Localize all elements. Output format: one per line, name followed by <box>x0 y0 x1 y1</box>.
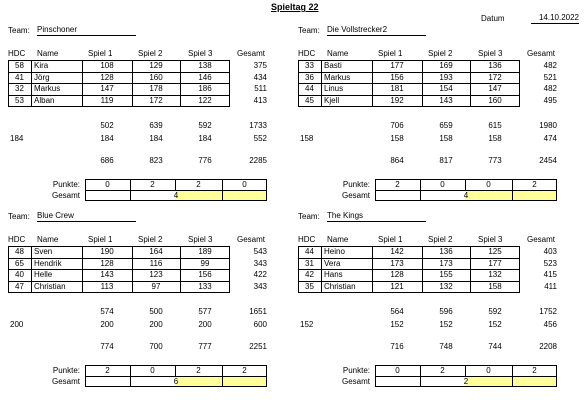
player-name: Vera <box>324 258 341 268</box>
player-spiel3: 158 <box>488 281 502 291</box>
gesamt-label: Gesamt <box>341 377 370 386</box>
hdc-row-spiel3: 158 <box>488 134 502 143</box>
player-spiel1: 119 <box>100 95 114 105</box>
player-spiel2: 169 <box>439 61 453 70</box>
sum-row-spiel2: 500 <box>149 307 163 316</box>
header-name: Name <box>37 235 59 244</box>
player-hdc: 48 <box>15 247 24 256</box>
punkte-value: 0 <box>395 366 400 375</box>
sum-row-spiel2: 639 <box>149 121 163 130</box>
hdc-total: 158 <box>300 134 314 143</box>
player-name: Christian <box>324 281 356 291</box>
header-gesamt: Gesamt <box>527 235 556 244</box>
header-name: Name <box>327 235 349 244</box>
sum-row-total: 1651 <box>249 307 267 316</box>
final-row-total: 2454 <box>539 156 557 165</box>
player-hdc: 31 <box>305 258 314 268</box>
player-spiel1: 190 <box>100 247 114 256</box>
hdc-row-total: 456 <box>543 320 557 329</box>
player-name: Helle <box>34 270 53 279</box>
player-spiel2: 178 <box>149 84 163 93</box>
final-row-spiel1: 686 <box>100 156 114 165</box>
player-hdc: 45 <box>305 95 314 105</box>
header-gesamt: Gesamt <box>527 49 556 58</box>
sum-row-total: 1733 <box>249 121 267 130</box>
player-name: Heino <box>324 247 345 256</box>
player-total: 511 <box>254 84 267 93</box>
header-hdc: HDC <box>8 235 26 244</box>
player-spiel1: 181 <box>390 84 404 93</box>
player-total: 411 <box>544 281 557 291</box>
gesamt-label: Gesamt <box>341 191 370 200</box>
player-total: 422 <box>253 270 267 279</box>
player-spiel2: 155 <box>439 270 453 279</box>
player-spiel2: 116 <box>149 258 163 268</box>
player-total: 375 <box>253 61 267 70</box>
header-spiel2: Spiel 2 <box>428 235 453 244</box>
header-spiel3: Spiel 3 <box>188 235 213 244</box>
player-spiel3: 136 <box>488 61 502 70</box>
gesamt-col-divider <box>222 376 223 387</box>
gesamt-points: 4 <box>173 191 179 200</box>
final-row-spiel2: 817 <box>439 156 453 165</box>
final-row-spiel2: 823 <box>149 156 163 165</box>
punkte-value: 0 <box>242 180 247 189</box>
hdc-row-spiel2: 152 <box>439 320 453 329</box>
player-spiel1: 142 <box>390 247 404 256</box>
player-spiel2: 143 <box>439 95 453 105</box>
player-spiel1: 192 <box>390 95 404 105</box>
datum-label: Datum <box>481 14 505 23</box>
team-name: Blue Crew <box>37 211 136 222</box>
team-name: The Kings <box>327 211 426 222</box>
punkte-value: 2 <box>196 180 201 189</box>
header-hdc: HDC <box>298 235 316 244</box>
header-name: Name <box>37 49 59 58</box>
final-row-spiel3: 777 <box>198 342 212 351</box>
player-spiel1: 121 <box>390 281 404 291</box>
final-row-spiel1: 864 <box>390 156 404 165</box>
player-total: 523 <box>543 258 557 268</box>
player-spiel3: 122 <box>198 95 212 105</box>
punkte-value: 0 <box>440 180 445 189</box>
player-hdc: 58 <box>15 61 24 70</box>
player-spiel3: 125 <box>488 247 502 256</box>
gesamt-points: 6 <box>173 377 179 386</box>
player-name: Markus <box>34 84 61 93</box>
punkte-value: 2 <box>395 180 400 189</box>
player-spiel1: 113 <box>100 281 114 291</box>
hdc-total: 200 <box>10 320 24 329</box>
sum-row-spiel3: 592 <box>488 307 502 316</box>
player-spiel3: 156 <box>198 270 212 279</box>
player-spiel1: 177 <box>390 61 404 70</box>
team-label: Team: <box>298 26 320 35</box>
player-hdc: 44 <box>305 247 314 256</box>
gesamt-label: Gesamt <box>51 377 80 386</box>
gesamt-col-divider <box>512 376 513 387</box>
player-spiel1: 173 <box>390 258 404 268</box>
player-name: Christian <box>34 281 66 291</box>
header-spiel1: Spiel 1 <box>378 235 403 244</box>
player-name: Basti <box>324 61 342 70</box>
punkte-value: 2 <box>242 366 247 375</box>
final-row-spiel2: 700 <box>149 342 163 351</box>
player-name: Linus <box>324 84 344 93</box>
header-name: Name <box>327 49 349 58</box>
gesamt-col-divider <box>512 190 513 201</box>
player-spiel3: 189 <box>198 247 212 256</box>
player-spiel2: 123 <box>149 270 163 279</box>
punkte-value: 2 <box>440 366 445 375</box>
hdc-row-spiel1: 158 <box>390 134 404 143</box>
hdc-total: 152 <box>300 320 314 329</box>
player-spiel2: 97 <box>151 281 161 291</box>
player-spiel3: 133 <box>198 281 212 291</box>
player-name: Hendrik <box>34 258 62 268</box>
player-total: 343 <box>253 281 267 291</box>
player-hdc: 32 <box>15 84 24 93</box>
player-name: Markus <box>324 72 351 82</box>
final-row-total: 2208 <box>539 342 557 351</box>
hdc-row-total: 600 <box>253 320 267 329</box>
hdc-row-total: 474 <box>543 134 557 143</box>
punkte-value: 0 <box>486 366 491 375</box>
sum-row-spiel1: 564 <box>390 307 404 316</box>
player-spiel2: 132 <box>439 281 453 291</box>
sum-row-spiel3: 615 <box>488 121 502 130</box>
header-hdc: HDC <box>8 49 26 58</box>
sum-row-total: 1980 <box>539 121 557 130</box>
player-spiel3: 99 <box>200 258 210 268</box>
header-spiel2: Spiel 2 <box>428 49 453 58</box>
punkte-value: 0 <box>486 180 491 189</box>
header-spiel3: Spiel 3 <box>188 49 213 58</box>
team-name: Die Vollstrecker2 <box>327 25 426 36</box>
player-spiel1: 128 <box>390 270 404 279</box>
hdc-row-spiel1: 152 <box>390 320 404 329</box>
final-row-total: 2285 <box>249 156 267 165</box>
hdc-row-spiel2: 200 <box>149 320 163 329</box>
final-row-spiel1: 774 <box>100 342 114 351</box>
final-row-spiel2: 748 <box>439 342 453 351</box>
player-name: Kjell <box>324 95 340 105</box>
player-hdc: 35 <box>305 281 314 291</box>
player-hdc: 33 <box>305 61 314 70</box>
header-gesamt: Gesamt <box>237 235 266 244</box>
player-spiel3: 177 <box>488 258 502 268</box>
player-total: 434 <box>253 72 267 82</box>
sum-row-spiel1: 574 <box>100 307 114 316</box>
header-hdc: HDC <box>298 49 316 58</box>
final-row-spiel3: 773 <box>488 156 502 165</box>
player-total: 495 <box>543 95 557 105</box>
player-spiel3: 146 <box>198 72 212 82</box>
gesamt-points: 4 <box>463 191 469 200</box>
player-spiel2: 136 <box>439 247 453 256</box>
hdc-row-spiel3: 200 <box>198 320 212 329</box>
sum-row-spiel1: 706 <box>390 121 404 130</box>
header-spiel2: Spiel 2 <box>138 49 163 58</box>
punkte-value: 2 <box>105 366 110 375</box>
player-spiel3: 186 <box>198 84 212 93</box>
header-spiel3: Spiel 3 <box>478 49 503 58</box>
player-spiel1: 143 <box>100 270 114 279</box>
hdc-row-spiel2: 184 <box>149 134 163 143</box>
player-spiel1: 128 <box>100 258 114 268</box>
player-total: 521 <box>543 72 557 82</box>
player-spiel1: 108 <box>100 61 114 70</box>
player-total: 343 <box>253 258 267 268</box>
gesamt-col-divider <box>222 190 223 201</box>
player-total: 543 <box>253 247 267 256</box>
hdc-row-total: 552 <box>253 134 267 143</box>
player-hdc: 44 <box>305 84 314 93</box>
player-name: Hans <box>324 270 343 279</box>
sum-row-spiel2: 659 <box>439 121 453 130</box>
player-spiel2: 160 <box>149 72 163 82</box>
punkte-value: 2 <box>150 180 155 189</box>
punkte-value: 2 <box>532 366 537 375</box>
punkte-label: Punkte: <box>52 366 80 375</box>
player-total: 415 <box>543 270 557 279</box>
punkte-value: 2 <box>532 180 537 189</box>
punkte-value: 2 <box>196 366 201 375</box>
punkte-label: Punkte: <box>342 180 370 189</box>
player-total: 403 <box>543 247 557 256</box>
datum-value: 14.10.2022 <box>531 13 579 24</box>
player-spiel1: 147 <box>100 84 114 93</box>
sum-row-spiel2: 596 <box>439 307 453 316</box>
player-spiel2: 154 <box>439 84 453 93</box>
hdc-row-spiel3: 184 <box>198 134 212 143</box>
punkte-value: 0 <box>150 366 155 375</box>
player-spiel2: 164 <box>149 247 163 256</box>
player-spiel1: 156 <box>390 72 404 82</box>
header-spiel3: Spiel 3 <box>478 235 503 244</box>
player-hdc: 47 <box>15 281 24 291</box>
hdc-row-spiel3: 152 <box>488 320 502 329</box>
hdc-row-spiel1: 200 <box>100 320 114 329</box>
team-label: Team: <box>298 212 320 221</box>
header-spiel2: Spiel 2 <box>138 235 163 244</box>
team-label: Team: <box>8 26 30 35</box>
sum-row-total: 1752 <box>539 307 557 316</box>
player-name: Kira <box>34 61 49 70</box>
player-total: 413 <box>253 95 267 105</box>
player-hdc: 41 <box>15 72 24 82</box>
player-spiel2: 129 <box>149 61 163 70</box>
player-name: Jörg <box>34 72 50 82</box>
player-spiel2: 172 <box>149 95 163 105</box>
punkte-label: Punkte: <box>52 180 80 189</box>
final-row-spiel1: 716 <box>390 342 404 351</box>
final-row-spiel3: 776 <box>198 156 212 165</box>
punkte-value: 0 <box>105 180 110 189</box>
player-hdc: 65 <box>15 258 24 268</box>
player-spiel3: 147 <box>488 84 502 93</box>
hdc-total: 184 <box>10 134 24 143</box>
player-spiel3: 138 <box>198 61 212 70</box>
header-spiel1: Spiel 1 <box>88 49 113 58</box>
hdc-row-spiel1: 184 <box>100 134 114 143</box>
player-spiel3: 132 <box>488 270 502 279</box>
player-hdc: 53 <box>15 95 24 105</box>
player-hdc: 42 <box>305 270 314 279</box>
team-label: Team: <box>8 212 30 221</box>
final-row-spiel3: 744 <box>488 342 502 351</box>
player-hdc: 36 <box>305 72 314 82</box>
player-hdc: 40 <box>15 270 24 279</box>
player-total: 482 <box>543 61 557 70</box>
gesamt-points: 2 <box>463 377 469 386</box>
sum-row-spiel1: 502 <box>100 121 114 130</box>
page-title: Spieltag 22 <box>271 2 319 12</box>
player-spiel2: 173 <box>439 258 453 268</box>
final-row-total: 2251 <box>249 342 267 351</box>
player-name: Alban <box>34 95 55 105</box>
player-spiel1: 128 <box>100 72 114 82</box>
header-spiel1: Spiel 1 <box>88 235 113 244</box>
header-gesamt: Gesamt <box>237 49 266 58</box>
header-spiel1: Spiel 1 <box>378 49 403 58</box>
player-spiel3: 172 <box>488 72 502 82</box>
sum-row-spiel3: 577 <box>198 307 212 316</box>
hdc-row-spiel2: 158 <box>439 134 453 143</box>
punkte-label: Punkte: <box>342 366 370 375</box>
player-total: 482 <box>543 84 557 93</box>
player-name: Sven <box>34 247 53 256</box>
gesamt-label: Gesamt <box>51 191 80 200</box>
player-spiel2: 193 <box>439 72 453 82</box>
player-spiel3: 160 <box>488 95 502 105</box>
sum-row-spiel3: 592 <box>198 121 212 130</box>
team-name: Pinschoner <box>37 25 136 36</box>
